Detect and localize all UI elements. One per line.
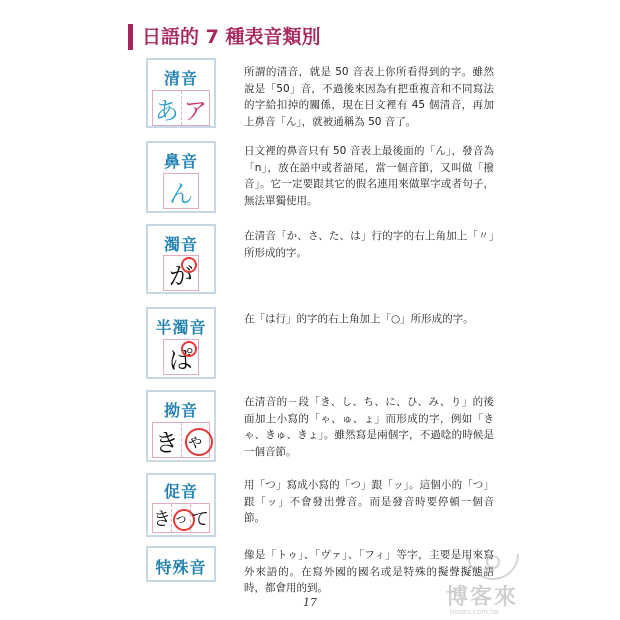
kana-char: ん xyxy=(169,179,193,208)
kana-example-strip xyxy=(152,422,210,458)
category-box-youon xyxy=(146,390,216,462)
description-sokuon: 用「つ」寫成小寫的「つ」跟「ッ」。這個小的「つ」跟「ッ」不會發出聲音。而是發音時要停頓一個音節。 xyxy=(244,479,494,524)
category-label: 濁音 xyxy=(163,235,198,254)
kana-hiragana: あ xyxy=(153,91,182,125)
kana-katakana: ア xyxy=(183,96,208,125)
category-box-seion xyxy=(146,58,216,128)
description-bion: 日文裡的鼻音只有 50 音表上最後面的「ん」，發音為「n」，放在語中或者語尾，當一個音節，又叫做「撥音」。它一定要跟其它的假名連用來做單字或者句子，無法單獨使用。 xyxy=(244,145,494,207)
dakuten-highlight-circle xyxy=(181,257,197,273)
kana-char: き xyxy=(153,423,182,457)
page-number: 17 xyxy=(303,596,317,609)
category-label: 半濁音 xyxy=(155,318,207,337)
youon-highlight-circle xyxy=(185,428,213,456)
kana-char: て xyxy=(191,509,209,530)
kana-example xyxy=(163,173,199,209)
category-box-tokushuon xyxy=(146,546,216,582)
category-label: 鼻音 xyxy=(163,152,198,171)
kana-example xyxy=(163,339,199,375)
description-youon: 在清音的ㄧ段「き、し、ち、に、ひ、み、り」的後面加上小寫的「ゃ、ゅ、ょ」而形成的字，例如「きゃ、きゅ、きょ」。雖然寫是兩個字，不過唸的時候是一個音節。 xyxy=(244,396,494,458)
handakuten-highlight-circle xyxy=(181,341,197,357)
kana-char: が xyxy=(169,261,193,290)
category-box-dakuon xyxy=(146,224,216,294)
description-seion: 所謂的清音，就是 50 音表上你所看得到的字。雖然說是「50」音，不過後來因為有把重複音和不同寫法的字給扣掉的關係，現在日文裡有 45 個清音，再加上鼻音「ん」，就被通稱為 50 音了。 xyxy=(244,66,494,128)
kana-example xyxy=(163,255,199,291)
watermark-logo xyxy=(438,546,548,616)
category-box-handakuon xyxy=(146,307,216,379)
category-label: 清音 xyxy=(163,69,198,88)
category-label: 拗音 xyxy=(163,401,198,420)
kana-char-small xyxy=(182,423,210,457)
category-label: 促音 xyxy=(163,482,198,501)
kana-example-strip xyxy=(152,503,210,533)
kana-example-strip xyxy=(152,90,210,126)
category-label: 特殊音 xyxy=(155,558,207,577)
kana-char-text: ゃ xyxy=(186,431,205,452)
watermark-text: 博客來 xyxy=(446,585,519,610)
watermark-url: books.com.tw xyxy=(450,608,499,616)
category-box-sokuon xyxy=(146,473,216,537)
kana-char: ぱ xyxy=(169,345,193,374)
description-tokushuon: 像是「トゥ」、「ヴァ」、「フィ」等字，主要是用來寫外來語的。在寫外國的國名或是特殊的擬聲擬態語時，都會用的到。 xyxy=(244,549,494,594)
description-handakuon: 在「は行」的字的右上角加上「○」所形成的字。 xyxy=(244,313,474,325)
kana-char-small xyxy=(172,504,191,532)
category-box-bion xyxy=(146,141,216,213)
description-dakuon: 在清音「か、さ、た、は」行的字的右上角加上「〃」所形成的字。 xyxy=(244,230,494,259)
kana-char-text: っ xyxy=(174,511,188,527)
kana-char: き xyxy=(153,504,172,532)
page-title: 日語的 7 種表音類別 xyxy=(128,24,320,50)
